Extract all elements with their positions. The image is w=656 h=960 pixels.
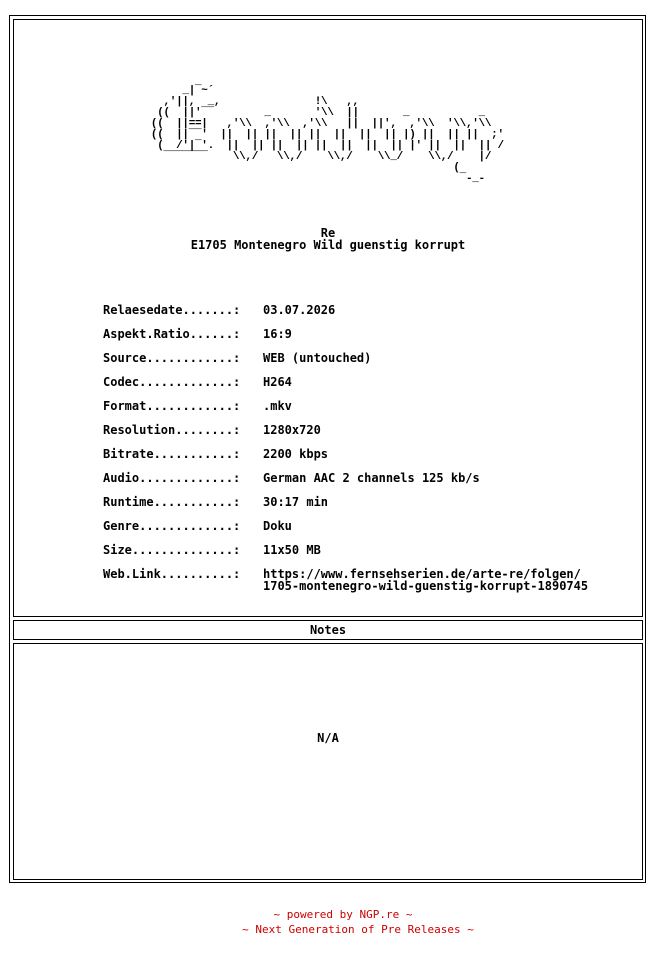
detail-value: 11x50 MB	[263, 543, 321, 557]
detail-value: .mkv	[263, 399, 292, 413]
detail-key: Audio.............:	[103, 471, 241, 485]
detail-row	[103, 442, 588, 466]
detail-value: German AAC 2 channels 125 kb/s	[263, 471, 480, 485]
detail-value: Doku	[263, 519, 292, 533]
detail-key: Resolution........:	[103, 423, 241, 437]
detail-value: 03.07.2026	[263, 303, 336, 317]
detail-row	[103, 514, 588, 538]
detail-row	[103, 370, 588, 394]
detail-key: Runtime...........:	[103, 495, 241, 509]
notes-text: N/A	[317, 731, 339, 745]
detail-row	[103, 394, 588, 418]
detail-value: H264	[263, 375, 292, 389]
detail-row	[103, 418, 588, 442]
footer-tagline: ~ Next Generation of Pre Releases ~	[242, 923, 474, 936]
detail-value: 1280x720	[263, 423, 321, 437]
detail-value: 2200 kbps	[263, 447, 329, 461]
detail-value: 16:9	[263, 327, 292, 341]
detail-row	[103, 346, 588, 370]
detail-key: Size..............:	[103, 543, 241, 557]
detail-key: Genre.............:	[103, 519, 241, 533]
weblink-url-part1[interactable]: https://www.fernsehserien.de/arte-re/folgen/	[263, 567, 581, 581]
weblink-value[interactable]	[263, 562, 588, 592]
release-title: E1705 Montenegro Wild guenstig korrupt	[190, 238, 466, 252]
detail-key: Aspekt.Ratio......:	[103, 327, 241, 341]
detail-key: Source............:	[103, 351, 241, 365]
detail-row	[103, 466, 588, 490]
release-details	[103, 298, 588, 592]
release-show: Re	[320, 226, 336, 240]
detail-key: Relaesedate.......:	[103, 303, 241, 317]
detail-key: Bitrate...........:	[103, 447, 241, 461]
detail-row	[103, 298, 588, 322]
detail-row	[103, 538, 588, 562]
detail-key: Format............:	[103, 399, 241, 413]
group-logo-ascii: _|‾~´ ,'||, _, !\ ,, (( ||'‾‾ _ '\\ || _ _ (( ||==| ,'\\ ,'\\ ,'\\ || ||', ,'\\ '\\,'\\ (( ||‾‾' || || || || || || || || |) || || || ;' ( /'|‾'. || || || || || || || || |' || || || / ‾‾‾‾‾‾‾ \\,/ \\,/ \\,/ \\_/ \\,/ |/ ( ‾-_-	[150, 85, 504, 185]
detail-row	[103, 490, 588, 514]
notes-title: Notes	[309, 623, 347, 637]
footer-powered-by: ~ powered by NGP.re ~	[273, 908, 413, 921]
weblink-key: Web.Link..........:	[103, 567, 241, 581]
weblink-url-part2[interactable]: 1705-montenegro-wild-guenstig-korrupt-1890745	[263, 579, 589, 593]
detail-row	[103, 322, 588, 346]
weblink-row	[103, 562, 588, 592]
detail-value: WEB (untouched)	[263, 351, 372, 365]
detail-value: 30:17 min	[263, 495, 329, 509]
notes-body-panel	[13, 643, 643, 880]
detail-key: Codec.............:	[103, 375, 241, 389]
